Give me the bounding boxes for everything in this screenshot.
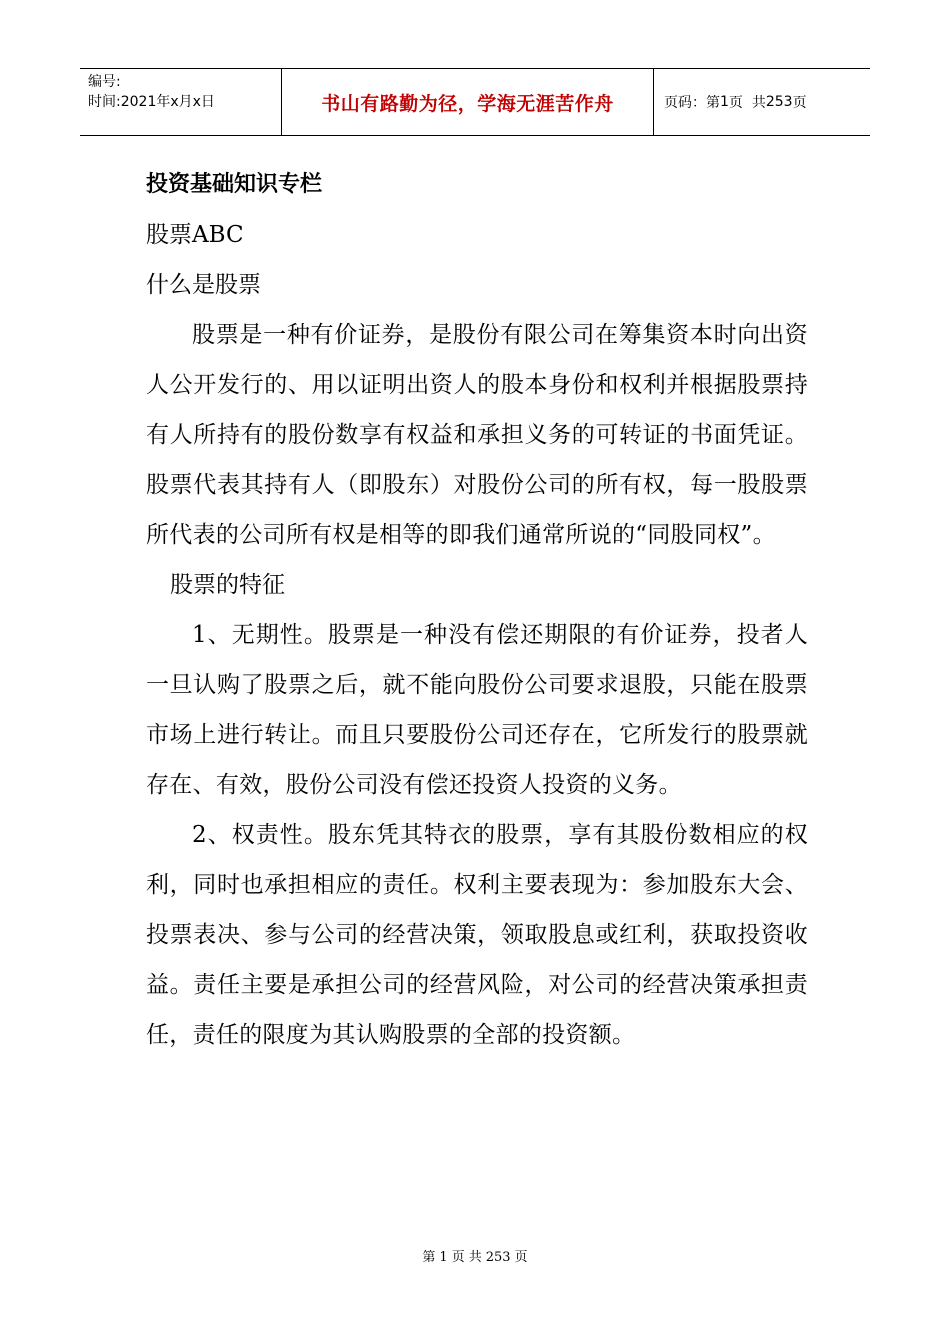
header-meta	[80, 69, 282, 135]
document-title: 投资基础知识专栏	[146, 172, 323, 197]
section-heading: 股票ABC	[146, 222, 244, 248]
footer-total: 253	[485, 1250, 511, 1265]
footer-total-word: 页	[514, 1250, 528, 1265]
footer-current: 1	[439, 1250, 448, 1265]
page-word: 页	[728, 95, 743, 111]
page-header	[80, 68, 870, 136]
document-body	[146, 160, 808, 1060]
time-value: 2021年x月x日	[120, 94, 215, 110]
footer-word: 页	[451, 1250, 465, 1265]
subsection-heading: 什么是股票	[146, 272, 261, 298]
page-footer	[0, 1246, 950, 1265]
page-total: 253	[765, 94, 793, 110]
footer-prefix: 第	[422, 1250, 436, 1265]
features-heading: 股票的特征	[170, 572, 285, 598]
paragraph-definition: 股票是一种有价证券，是股份有限公司在筹集资本时向出资人公开发行的、用以证明出资人的股本身份和权利并根据股票持有人所持有的股份数享有权益和承担义务的可转证的书面凭证。股票代表其持有人（即股东）对股份公司的所有权，每一股股票所代表的公司所有权是相等的即我们通常所说的“同股同权”。	[146, 322, 808, 548]
header-motto: 书山有路勤为径，学海无涯苦作舟	[282, 69, 654, 135]
time-row	[88, 92, 281, 112]
header-page-info	[654, 69, 870, 135]
page-current: 1	[720, 94, 729, 110]
time-label: 时间:	[88, 94, 121, 110]
paragraph-feature-1: 1、无期性。股票是一种没有偿还期限的有价证券，投者人一旦认购了股票之后，就不能向股份公司要求退股，只能在股票市场上进行转让。而且只要股份公司还存在，它所发行的股票就存在、有效，股份公司没有偿还投资人投资的义务。	[146, 622, 808, 798]
page-total-label: 共	[751, 95, 766, 111]
number-label: 编号:	[88, 74, 121, 90]
page-label: 页码：第	[664, 95, 720, 111]
footer-total-label: 共	[468, 1250, 482, 1265]
paragraph-feature-2: 2、权责性。股东凭其特衣的股票，享有其股份数相应的权利，同时也承担相应的责任。权利主要表现为：参加股东大会、投票表决、参与公司的经营决策，领取股息或红利，获取投资收益。责任主要是承担公司的经营风险，对公司的经营决策承担责任，责任的限度为其认购股票的全部的投资额。	[146, 822, 808, 1048]
page-total-word: 页	[792, 95, 807, 111]
